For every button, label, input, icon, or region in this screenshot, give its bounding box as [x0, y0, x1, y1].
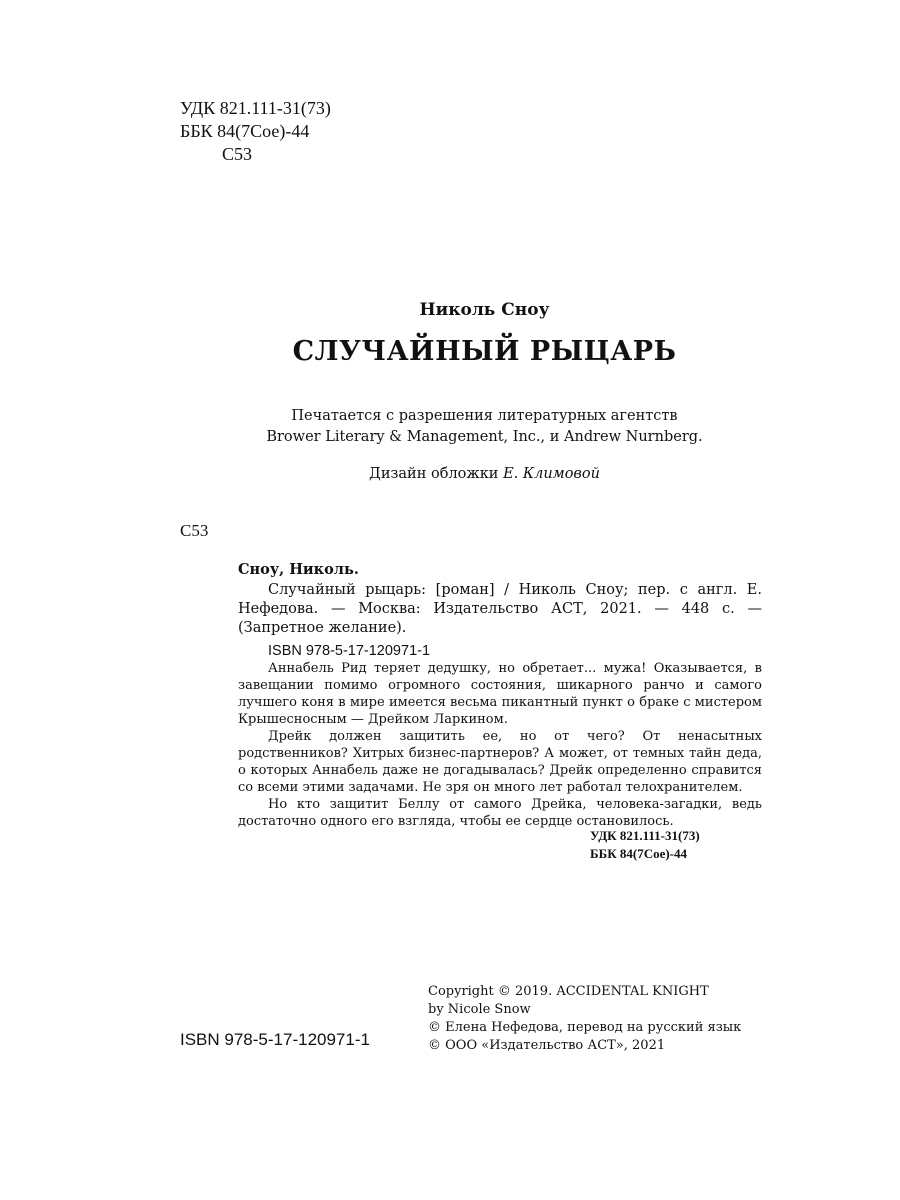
cover-designer: Е. Климовой	[503, 466, 600, 482]
permission-notice	[180, 406, 789, 448]
copyright-line: by Nicole Snow	[428, 1002, 531, 1017]
classification-codes	[180, 97, 331, 166]
copyright-line: © Елена Нефедова, перевод на русский язык	[428, 1020, 742, 1035]
book-title: СЛУЧАЙНЫЙ РЫЦАРЬ	[292, 336, 677, 367]
annotation	[238, 660, 762, 830]
annotation-paragraph: Дрейк должен защитить ее, но от чего? От ненасытных родственников? Хитрых бизнес-партнеров? А может, от темных тайн деда, о которых Аннабель даже не догадывалась? Дрейк определенно справится со всеми этими задачами. Не зря он много лет работал телохранителем.	[238, 729, 762, 795]
bbk-code: ББК 84(7Сое)-44	[180, 121, 310, 141]
copyright-block	[428, 983, 741, 1055]
bottom-udk-code: УДК 821.111-31(73)	[590, 828, 700, 843]
author-mark: С53	[222, 144, 253, 164]
cover-label: Дизайн обложки	[369, 466, 499, 482]
annotation-paragraph: Но кто защитит Беллу от самого Дрейка, человека-загадки, ведь достаточно одного его взгляда, чтобы ее сердце остановилось.	[238, 797, 762, 829]
udk-code: УДК 821.111-31(73)	[180, 98, 331, 118]
record-isbn: ISBN 978-5-17-120971-1	[268, 643, 431, 659]
bottom-bbk-code: ББК 84(7Сое)-44	[590, 846, 688, 861]
author-mark-mid: С53	[180, 521, 209, 540]
book-author: Николь Сноу	[419, 300, 550, 320]
copyright-line: Copyright © 2019. ACCIDENTAL KNIGHT	[428, 984, 709, 999]
record-description: Случайный рыцарь: [роман] / Николь Сноу; пер. с англ. Е. Нефедова. — Москва: Издательство АСТ, 2021. — 448 с. — (Запретное желание).	[238, 582, 762, 636]
bottom-classification-codes	[590, 827, 700, 863]
bibliographic-record	[238, 560, 762, 661]
footer-isbn: ISBN 978-5-17-120971-1	[180, 1030, 370, 1049]
copyright-line: © ООО «Издательство АСТ», 2021	[428, 1038, 666, 1053]
permission-line-1: Печатается с разрешения литературных агентств	[291, 408, 678, 424]
cover-design-credit	[180, 466, 789, 482]
annotation-paragraph: Аннабель Рид теряет дедушку, но обретает... мужа! Оказывается, в завещании помимо огромного состояния, шикарного ранчо и самого лучшего коня в мире имеется весьма пикантный пункт о браке с мистером Крышесносным — Дрейком Ларкином.	[238, 661, 762, 727]
record-author: Сноу, Николь.	[238, 561, 359, 578]
permission-line-2: Brower Literary & Management, Inc., и Andrew Nurnberg.	[266, 429, 703, 445]
